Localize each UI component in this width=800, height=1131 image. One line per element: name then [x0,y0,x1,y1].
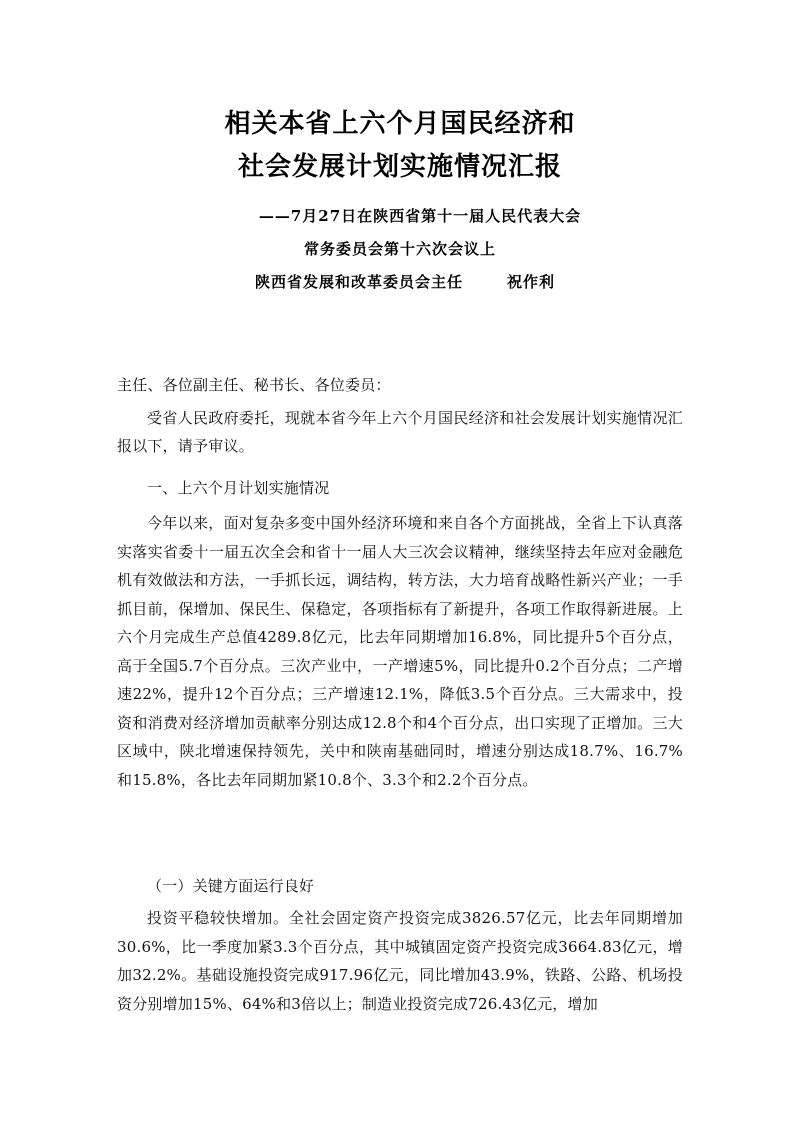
subsection-paragraph: 投资平稳较快增加。全社会固定资产投资完成3826.57亿元，比去年同期增加30.6%，比一季度加紧3.3个百分点，其中城镇固定资产投资完成3664.83亿元，增加32.2%。基础设施投资完成917.96亿元，同比增加43.9%，铁路、公路、机场投资分别增加15%、64%和3倍以上；制造业投资完成726.43亿元，增加 [117,909,683,1013]
section-heading: 一、上六个月计划实施情况 [147,479,330,497]
speaker-organization: 陕西省发展和改革委员会主任 [254,273,463,291]
document-title-line-1: 相关本省上六个月国民经济和 [224,109,576,139]
subtitle-meeting: 常务委员会第十六次会议上 [303,240,496,258]
subtitle-speaker [5,271,800,292]
subsection-heading: （一）关键方面运行良好 [147,877,315,895]
document-title-line-2: 社会发展计划实施情况汇报 [237,152,562,182]
intro-paragraph: 受省人民政府委托，现就本省今年上六个月国民经济和社会发展计划实施情况汇报以下，请予审议。 [117,409,683,455]
salutation: 主任、各位副主任、秘书长、各位委员： [117,376,391,394]
section-paragraph: 今年以来，面对复杂多变中国外经济环境和来自各个方面挑战，全省上下认真落实落实省委十一届五次全会和省十一届人大三次会议精神，继续坚持去年应对金融危机有效做法和方法，一手抓长远，调结构，转方法，大力培育战略性新兴产业；一手抓目前，保增加、保民生、保稳定，各项指标有了新提升，各项工作取得新进展。上六个月完成生产总值4289.8亿元，比去年同期增加16.8%，同比提升5个百分点，高于全国5.7个百分点。三次产业中，一产增速5%，同比提升0.2个百分点；二产增速22%，提升12个百分点；三产增速12.1%，降低3.5个百分点。三大需求中，投资和消费对经济增加贡献率分别达成12.8个和4个百分点，出口实现了正增加。三大区域中，陕北增速保持领先，关中和陕南基础同时，增速分别达成18.7%、16.7%和15.8%，各比去年同期加紧10.8个、3.3个和2.2个百分点。 [117,514,683,789]
subtitle-occasion: ——7月27日在陕西省第十一届人民代表大会 [258,207,582,225]
speaker-name: 祝作利 [507,273,556,291]
